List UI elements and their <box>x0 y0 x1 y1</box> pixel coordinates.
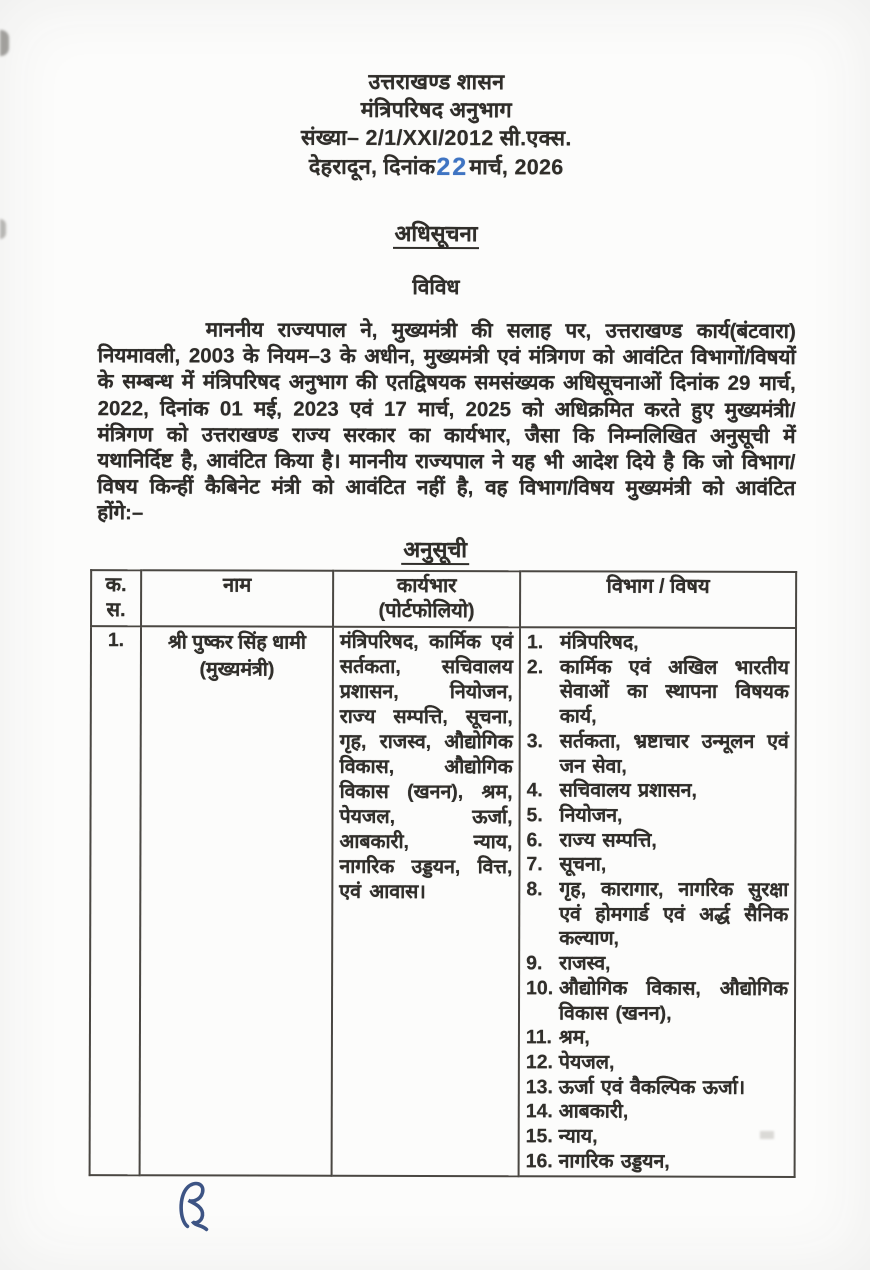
minister-designation: (मुख्यमंत्री) <box>199 658 275 681</box>
allocation-table <box>89 569 798 1178</box>
reference-number: संख्या– 2/1/XXI/2012 सी.एक्स. <box>300 125 572 151</box>
department-item: 6. राज्य सम्पत्ति, <box>526 828 657 852</box>
table-header-row <box>91 570 796 628</box>
document-header <box>1 67 870 182</box>
table-row <box>90 626 796 1177</box>
col-header-department: विभाग / विषय <box>520 571 796 628</box>
date-prefix: देहरादून, दिनांक <box>308 154 436 179</box>
department-item: 2. कार्मिक एवं अखिल भारतीय सेवाओं का स्थापना विषयक कार्य, <box>526 655 789 728</box>
place-date-line <box>1 151 870 182</box>
body-paragraph: माननीय राज्यपाल ने, मुख्यमंत्री की सलाह पर, उत्तराखण्ड कार्य(बंटवारा) नियमावली, 2003 के नियम–3 के अधीन, मुख्यमंत्री एवं मंत्रिगण को आवंटित विभागों/विषयों के सम्बन्ध में मंत्रिपरिषद अनुभाग की एतद्विषयक समसंख्यक अधिसूचनाओं दिनांक 29 मार्च, 2022, दिनांक 01 मई, 2023 एवं 17 मार्च, 2025 को अधिक्रमित करते हुए मुख्यमंत्री/मंत्रिगण को उत्तराखण्ड राज्य सरकार का कार्यभार, जैसा कि निम्नलिखित अनुसूची में यथानिर्दिष्ट है, आवंटित किया है। माननीय राज्यपाल ने यह भी आदेश दिये है कि जो विभाग/विषय किन्हीं कैबिनेट मंत्री को आवंटित नहीं है, वह विभाग/विषय मुख्यमंत्री को आवंटित होंगे:– <box>97 318 796 525</box>
department-item: 13. ऊर्जा एवं वैकल्पिक ऊर्जा। <box>525 1075 746 1099</box>
department-item: 1. मंत्रिपरिषद, <box>526 631 639 654</box>
department-item: 4. सचिवालय प्रशासन, <box>526 779 697 802</box>
serial-cell: 1. <box>90 626 141 1176</box>
subject-type: विविध <box>412 275 460 300</box>
department-item: 15. न्याय, <box>525 1125 598 1148</box>
col-header-serial: क. स. <box>91 570 141 626</box>
date-suffix: मार्च, 2026 <box>469 155 564 180</box>
department-item: 14. आबकारी, <box>525 1100 629 1123</box>
name-cell <box>140 626 333 1176</box>
department-item: 16. नागरिक उड्डयन, <box>525 1150 670 1173</box>
col-header-portfolio: कार्यभार (पोर्टफोलियो) <box>333 571 520 627</box>
col-header-name: नाम <box>141 570 333 627</box>
section-name: मंत्रिपरिषद अनुभाग <box>360 97 512 123</box>
department-item: 10. औद्योगिक विकास, औद्योगिक विकास (खनन), <box>526 977 789 1025</box>
minister-name: श्री पुष्कर सिंह धामी <box>167 631 306 654</box>
handwritten-day: 22 <box>436 153 469 182</box>
department-item: 9. राजस्व, <box>526 952 611 975</box>
department-item: 5. नियोजन, <box>526 804 623 827</box>
schedule-title: अनुसूची <box>0 533 870 565</box>
department-item: 7. सूचना, <box>526 853 607 876</box>
portfolio-cell: मंत्रिपरिषद, कार्मिक एवं सर्तकता, सचिवालय प्रशासन, नियोजन, राज्य सम्पत्ति, सूचना, गृह, राजस्व, औद्योगिक विकास, औद्योगिक विकास (खनन), श्रम, पेयजल, ऊर्जा, आबकारी, न्याय, नागरिक उड्डयन, वित्त, एवं आवास। <box>332 627 520 1177</box>
department-item: 8. गृह, कारागार, नागरिक सुरक्षा एवं होमगार्ड एवं अर्द्ध सैनिक कल्याण, <box>526 878 789 950</box>
department-item: 3. सर्तकता, भ्रष्टाचार उन्मूलन एवं जन सेवा, <box>526 730 789 778</box>
government-name: उत्तराखण्ड शासन <box>368 69 505 95</box>
notification-title: अधिसूचना <box>1 217 870 249</box>
departments-cell <box>519 627 796 1177</box>
signature-initial-mark <box>161 1174 225 1240</box>
department-item: 11. श्रम, <box>525 1026 590 1049</box>
department-item: 12. पेयजल, <box>525 1051 615 1074</box>
